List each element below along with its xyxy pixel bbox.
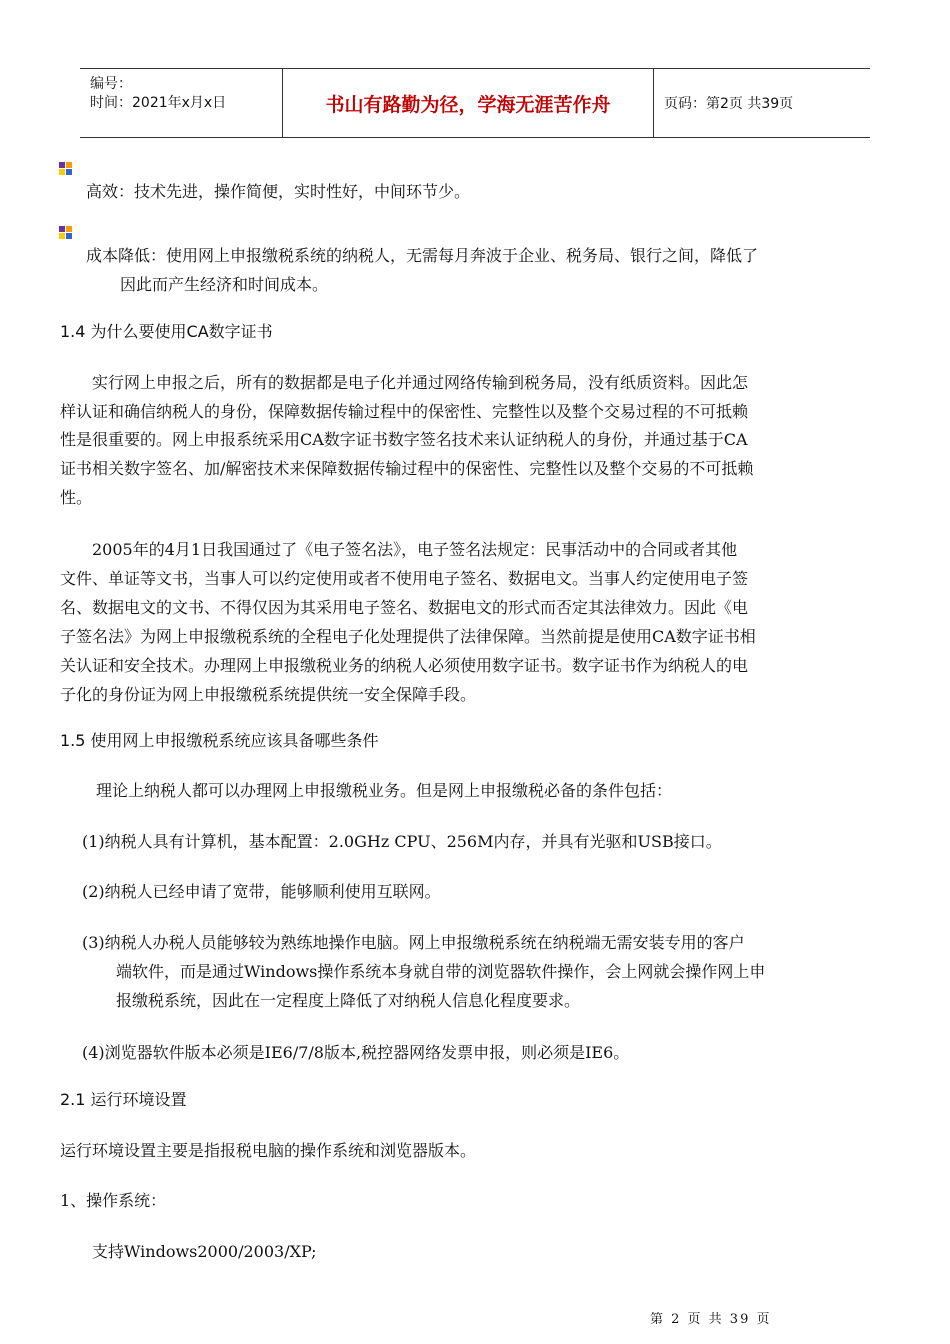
paragraph-line: 子签名法》为网上申报缴税系统的全程电子化处理提供了法律保障。当然前提是使用CA数字证书相 xyxy=(60,627,756,646)
paragraph-line: 2005年的4月1日我国通过了《电子签名法》，电子签名法规定：民事活动中的合同或者其他 xyxy=(92,540,738,559)
paragraph-line: 证书相关数字签名、加/解密技术来保障数据传输过程中的保密性、完整性以及整个交易的不可抵赖 xyxy=(60,459,754,478)
paragraph-line: 运行环境设置主要是指报税电脑的操作系统和浏览器版本。 xyxy=(60,1141,477,1160)
header-meta xyxy=(80,69,283,137)
paragraph-line: 理论上纳税人都可以办理网上申报缴税业务。但是网上申报缴税必备的条件包括： xyxy=(96,781,673,800)
condition-item: (4)浏览器软件版本必须是IE6/7/8版本,税控器网络发票申报，则必须是IE6。 xyxy=(82,1043,630,1062)
paragraph-line: 关认证和安全技术。办理网上申报缴税业务的纳税人必须使用数字证书。数字证书作为纳税人的电 xyxy=(60,656,749,675)
paragraph-line: 实行网上申报之后，所有的数据都是电子化并通过网络传输到税务局，没有纸质资料。因此怎 xyxy=(92,373,749,392)
paragraph-line: 性是很重要的。网上申报系统采用CA数字证书数字签名技术来认证纳税人的身份，并通过基于CA xyxy=(60,430,748,449)
paragraph-line: 样认证和确信纳税人的身份，保障数据传输过程中的保密性、完整性以及整个交易过程的不可抵赖 xyxy=(60,402,749,421)
bullet-icon xyxy=(59,162,73,176)
bullet-icon xyxy=(59,226,73,240)
bullet-text: 高效：技术先进，操作简便，实时性好，中间环节少。 xyxy=(86,182,471,201)
condition-item: (2)纳税人已经申请了宽带，能够顺利使用互联网。 xyxy=(82,882,441,901)
paragraph-line: 名、数据电文的文书、不得仅因为其采用电子签名、数据电文的形式而否定其法律效力。因此《电 xyxy=(60,598,749,617)
section-heading: 1.5 使用网上申报缴税系统应该具备哪些条件 xyxy=(60,731,379,750)
number-label: 编号： xyxy=(90,76,132,92)
paragraph-line: 支持Windows2000/2003/XP; xyxy=(92,1242,317,1261)
paragraph-line: 文件、单证等文书，当事人可以约定使用或者不使用电子签名、数据电文。当事人约定使用电子签 xyxy=(60,569,749,588)
condition-item: (1)纳税人具有计算机，基本配置：2.0GHz CPU、256M内存，并具有光驱和USB接口。 xyxy=(82,832,722,851)
section-heading: 1.4 为什么要使用CA数字证书 xyxy=(60,322,273,341)
condition-item: 报缴税系统，因此在一定程度上降低了对纳税人信息化程度要求。 xyxy=(116,991,581,1010)
paragraph-line: 性。 xyxy=(60,488,93,507)
condition-item: 端软件，而是通过Windows操作系统本身就自带的浏览器软件操作，会上网就会操作网上申 xyxy=(116,962,766,981)
paragraph-line: 1、操作系统： xyxy=(60,1191,167,1210)
bullet-text: 因此而产生经济和时间成本。 xyxy=(120,275,329,294)
header-page-label: 页码：第2页 共39页 xyxy=(664,96,794,112)
page-footer: 第 2 页 共 39 页 xyxy=(650,1312,772,1327)
condition-item: (3)纳税人办税人员能够较为熟练地操作电脑。网上申报缴税系统在纳税端无需安装专用的客户 xyxy=(82,933,745,952)
time-label: 时间：2021年x月x日 xyxy=(90,95,227,111)
bullet-text: 成本降低：使用网上申报缴税系统的纳税人，无需每月奔波于企业、税务局、银行之间，降低了 xyxy=(86,246,759,265)
page-header xyxy=(80,68,870,138)
paragraph-line: 子化的身份证为网上申报缴税系统提供统一安全保障手段。 xyxy=(60,685,477,704)
header-motto: 书山有路勤为径，学海无涯苦作舟 xyxy=(283,69,654,137)
section-heading: 2.1 运行环境设置 xyxy=(60,1090,187,1109)
